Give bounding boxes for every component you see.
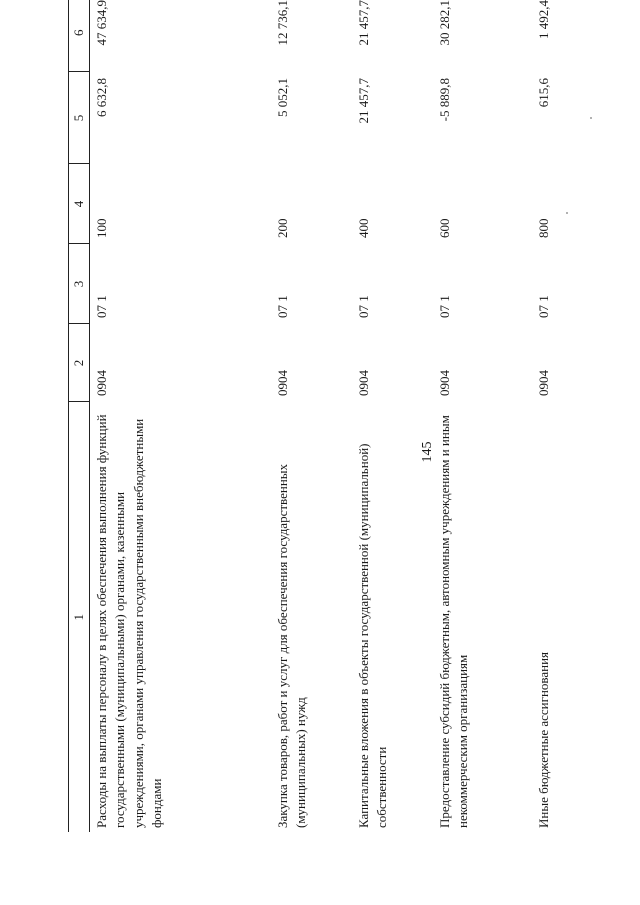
section-code: 0904 — [536, 370, 551, 396]
column-number: 6 — [69, 0, 90, 72]
table-row — [532, 0, 595, 832]
amount-column-6: 21 457,7 — [356, 0, 371, 46]
section-code: 0904 — [275, 370, 290, 396]
expense-name: Иные бюджетные ассигнования — [536, 651, 551, 828]
expense-name: Закупка товаров, работ и услуг для обеспечения государственных (муниципальных) нужд — [275, 463, 309, 828]
section-code: 0904 — [437, 370, 452, 396]
program-code: 07 1 — [275, 295, 290, 318]
page-number: 145 — [420, 441, 435, 463]
program-code: 07 1 — [94, 295, 109, 318]
column-number: 4 — [69, 164, 90, 244]
table-sheet — [68, 0, 576, 832]
expense-name: Капитальные вложения в объекты государственной (муниципальной) собственности — [356, 443, 390, 828]
amount-column-6: 30 282,1 — [437, 0, 452, 46]
program-code: 07 1 — [356, 295, 371, 318]
expense-name: Расходы на выплаты персоналу в целях обеспечения выполнения функций государственными (муниципальными) органами, казенными учреждениями, органами управления государственными внебюджетными фондами — [94, 414, 165, 828]
amount-column-5: 5 052,1 — [275, 78, 290, 117]
amount-column-5: 615,6 — [536, 78, 551, 108]
column-number-row — [69, 0, 90, 832]
expense-type-code: 600 — [437, 218, 452, 238]
amount-column-5: 21 457,7 — [356, 78, 371, 124]
table-row — [90, 0, 272, 832]
expense-type-code: 400 — [356, 218, 371, 238]
section-code: 0904 — [94, 370, 109, 396]
expense-type-code: 800 — [536, 218, 551, 238]
scan-speck — [590, 117, 592, 119]
expense-type-code: 200 — [275, 218, 290, 238]
column-number: 1 — [69, 402, 90, 832]
column-number: 2 — [69, 324, 90, 402]
amount-column-6: 47 634,9 — [94, 0, 109, 46]
rotated-table-frame — [68, 0, 640, 828]
table-row — [433, 0, 532, 832]
amount-column-6: 12 736,1 — [275, 0, 290, 46]
program-code: 07 1 — [437, 295, 452, 318]
section-code: 0904 — [356, 370, 371, 396]
scan-speck — [566, 212, 568, 214]
program-code: 07 1 — [536, 295, 551, 318]
expense-type-code: 100 — [94, 218, 109, 238]
column-number: 3 — [69, 244, 90, 324]
budget-table — [68, 0, 595, 832]
amount-column-6: 1 492,4 — [536, 0, 551, 39]
amount-column-5: -5 889,8 — [437, 78, 452, 122]
amount-column-5: 6 632,8 — [94, 78, 109, 117]
table-row — [271, 0, 352, 832]
column-number: 5 — [69, 72, 90, 164]
expense-name: Предоставление субсидий бюджетным, автономным учреждениям и иным некоммерческим организациям — [437, 415, 471, 828]
table-row — [352, 0, 433, 832]
